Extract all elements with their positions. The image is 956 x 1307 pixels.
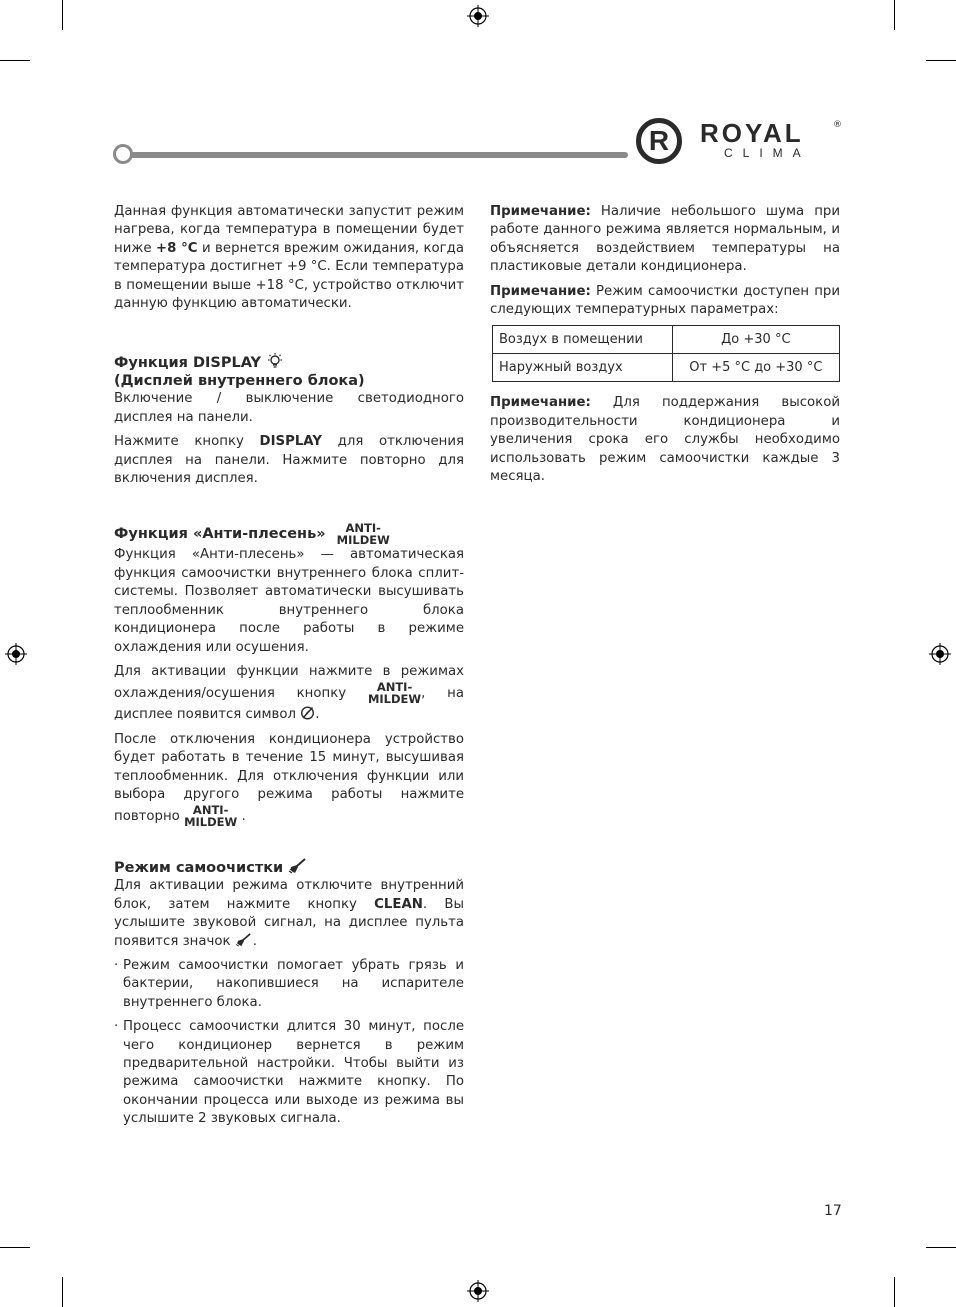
page-number: 17 <box>824 1203 842 1219</box>
display-paragraph-1: Включение / выключение светодиодного дисплея на панели. <box>114 391 464 425</box>
brand-logo-mark: R <box>636 118 682 164</box>
note-noise: Примечание: Наличие небольшого шума при работе данного режима является нормальным, и объясняется воздействием температуры на пластиковые детали кондиционера. <box>490 204 840 275</box>
antimildew-paragraph-3: После отключения кондиционера устройство будет работать в течение 15 минут, высушивая теплообменник. Для отключения функции или выбора другого режима работы нажмите повторно ANTI- MILDEW . <box>114 731 464 830</box>
antimildew-button-label: ANTI- MILDEW <box>184 803 238 830</box>
selfclean-heading: Режим самоочистки <box>114 858 464 877</box>
display-heading: Функция DISPLAY (Дисплей внутреннего блока) <box>114 355 365 390</box>
crop-mark <box>0 60 30 61</box>
selfclean-paragraph-1: Для активации режима отключите внутренний блок, затем нажмите кнопку CLEAN. Вы услышите звуковой сигнал, на дисплее пульта появится значок . <box>114 878 464 949</box>
header-rule <box>124 152 628 158</box>
lightbulb-icon <box>266 353 284 369</box>
crop-mark <box>62 0 63 30</box>
brand-logo-name: ROYAL <box>700 118 804 148</box>
brand-registered-mark: ® <box>833 120 842 130</box>
table-cell: Воздух в помещении <box>493 326 673 354</box>
crop-mark <box>926 1247 956 1248</box>
temperature-table <box>492 325 840 382</box>
table-row <box>493 354 840 382</box>
right-column <box>490 203 840 492</box>
crop-mark <box>62 1277 63 1307</box>
table-cell: Наружный воздух <box>493 354 673 382</box>
crop-mark <box>894 0 895 30</box>
registration-mark-icon <box>467 5 489 27</box>
left-column <box>114 203 464 1135</box>
antimildew-paragraph-2: Для активации функции нажмите в режимах охлаждения/осушения кнопку ANTI- MILDEW, на дисплее появится символ . <box>114 663 465 723</box>
table-row <box>493 326 840 354</box>
intro-paragraph: Данная функция автоматически запустит режим нагрева, когда температура в помещении будет ниже +8 °C и вернется врежим ожидания, когда температура достигнет +9 °C. Если температура в помещении выше +18 °C, устройство отключит данную функцию автоматически. <box>114 204 464 312</box>
note-maintenance: Примечание: Для поддержания высокой производительности кондиционера и увеличения срока его службы необходимо использовать режим самоочистки каждые 3 месяца. <box>490 395 840 485</box>
antimildew-paragraph-1: Функция «Анти-плесень» — автоматическая функция самоочистки внутреннего блока сплит-системы. Позволяет автоматически высушивать теплообменник внутреннего блока кондиционера после работы в режиме охлаждения или осушения. <box>114 547 464 655</box>
table-cell: До +30 °C <box>672 326 839 354</box>
selfclean-list <box>114 957 464 1129</box>
note-temperature: Примечание: Режим самоочистки доступен при следующих температурных параметрах: <box>490 283 840 318</box>
brush-icon <box>288 858 308 874</box>
no-mold-symbol-icon <box>300 705 315 720</box>
antimildew-button-label: ANTI- MILDEW <box>367 680 422 707</box>
header-rule-ring <box>113 144 133 164</box>
antimildew-button-label: ANTI- MILDEW <box>336 521 390 548</box>
registration-mark-icon <box>929 643 951 665</box>
brush-icon <box>235 933 253 947</box>
crop-mark <box>0 1247 30 1248</box>
display-paragraph-2: Нажмите кнопку DISPLAY для отключения дисплея на панели. Нажмите повторно для включения дисплея. <box>114 434 464 487</box>
registration-mark-icon <box>5 643 27 665</box>
antimildew-heading: Функция «Анти-плесень» ANTI- MILDEW <box>114 521 390 548</box>
crop-mark <box>926 60 956 61</box>
brand-logo-sub: CLIMA <box>724 146 811 160</box>
crop-mark <box>894 1277 895 1307</box>
registration-mark-icon <box>467 1280 489 1302</box>
list-item: · Режим самоочистки помогает убрать грязь и бактерии, накопившиеся на испарителе внутреннего блока. <box>114 957 464 1012</box>
table-cell: От +5 °C до +30 °C <box>672 354 839 382</box>
list-item: · Процесс самоочистки длится 30 минут, после чего кондиционер вернется в режим предварительной настройки. Чтобы выйти из режима самоочистки нажмите кнопку. По окончании процесса или выходе из режима вы услышите 2 звуковых сигнала. <box>114 1018 464 1128</box>
